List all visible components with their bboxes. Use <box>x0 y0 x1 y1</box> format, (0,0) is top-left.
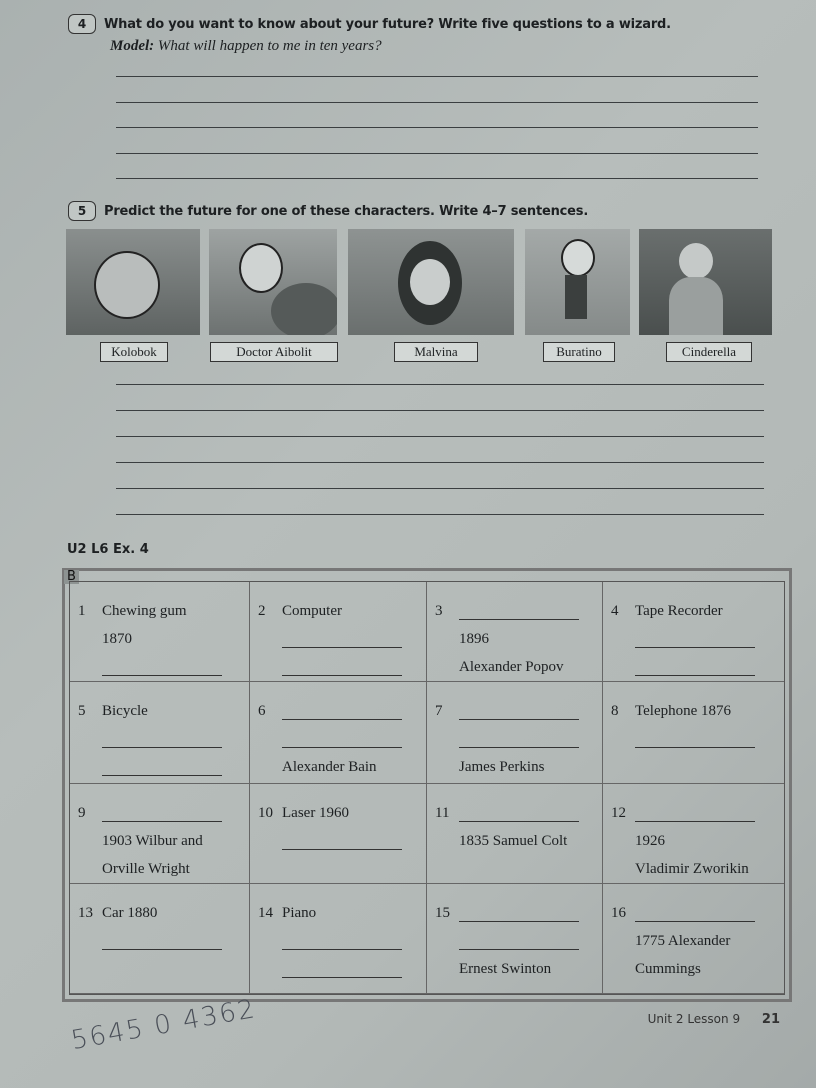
item-number: 15 <box>435 905 450 921</box>
cell-text: 1896 <box>459 631 489 647</box>
character-pictures <box>66 229 772 337</box>
label-kolobok: Kolobok <box>100 342 168 362</box>
item-number: 2 <box>258 603 266 619</box>
cell-line <box>611 592 778 620</box>
blank-answer-line[interactable] <box>282 935 402 950</box>
cell-text: Alexander Bain <box>282 759 377 775</box>
cell-text: James Perkins <box>459 759 545 775</box>
cell-line <box>258 592 420 620</box>
cell-text: Laser 1960 <box>282 805 350 821</box>
cell-line <box>435 720 596 748</box>
blank-answer-line[interactable] <box>459 605 579 620</box>
inventions-table <box>69 581 785 995</box>
malvina-picture <box>348 229 514 335</box>
blank-answer-line[interactable] <box>635 907 755 922</box>
buratino-picture <box>525 229 630 335</box>
blank-answer-line[interactable] <box>459 733 579 748</box>
cell-line <box>611 822 778 850</box>
label-doctor-aibolit: Doctor Aibolit <box>210 342 338 362</box>
table-cell <box>250 682 427 784</box>
answer-line[interactable] <box>116 462 764 463</box>
answer-line[interactable] <box>116 384 764 385</box>
table-cell <box>70 682 250 784</box>
table-cell <box>603 784 784 884</box>
cell-line <box>78 748 243 776</box>
blank-answer-line[interactable] <box>282 661 402 676</box>
blank-answer-line[interactable] <box>102 733 222 748</box>
cell-line <box>78 922 243 950</box>
cell-line <box>78 720 243 748</box>
item-number: 12 <box>611 805 626 821</box>
cell-line <box>258 894 420 922</box>
cell-text: Telephone 1876 <box>635 703 732 719</box>
cell-text: 1870 <box>102 631 132 647</box>
answer-line[interactable] <box>116 178 758 179</box>
cell-line <box>258 748 420 776</box>
table-cell <box>427 682 603 784</box>
table-cell <box>70 582 250 682</box>
page-footer <box>648 1012 780 1027</box>
cell-line <box>611 950 778 978</box>
exercise-4-heading <box>68 14 671 34</box>
cell-line <box>611 850 778 878</box>
cell-line <box>611 894 778 922</box>
blank-answer-line[interactable] <box>635 633 755 648</box>
blank-answer-line[interactable] <box>102 761 222 776</box>
cell-line <box>611 620 778 648</box>
kolobok-picture <box>66 229 200 335</box>
cell-text: Piano <box>282 905 317 921</box>
cell-text: Bicycle <box>102 703 148 719</box>
cell-line <box>258 620 420 648</box>
blank-answer-line[interactable] <box>459 705 579 720</box>
answer-line[interactable] <box>116 102 758 103</box>
item-number: 6 <box>258 703 266 719</box>
cell-line <box>611 794 778 822</box>
table-cell <box>250 884 427 994</box>
cell-line <box>78 692 243 720</box>
item-number: 3 <box>435 603 443 619</box>
inventions-table-frame <box>62 568 792 1002</box>
cell-line <box>435 592 596 620</box>
cell-line <box>611 922 778 950</box>
blank-answer-line[interactable] <box>459 935 579 950</box>
cell-line <box>435 794 596 822</box>
handwritten-number: 5645 0 4362 <box>68 993 259 1057</box>
cell-text: 1775 Alexander <box>635 933 731 949</box>
exercise-number: 5 <box>68 201 96 221</box>
exercise-number: 4 <box>68 14 96 34</box>
item-number: 11 <box>435 805 450 821</box>
table-cell <box>427 884 603 994</box>
blank-answer-line[interactable] <box>282 633 402 648</box>
item-number: 16 <box>611 905 626 921</box>
item-number: 7 <box>435 703 443 719</box>
answer-line[interactable] <box>116 488 764 489</box>
cell-line <box>78 850 243 878</box>
answer-line[interactable] <box>116 153 758 154</box>
table-cell <box>70 884 250 994</box>
cell-text: Computer <box>282 603 342 619</box>
blank-answer-line[interactable] <box>459 907 579 922</box>
table-cell <box>603 582 784 682</box>
item-number: 14 <box>258 905 273 921</box>
item-number: 5 <box>78 703 86 719</box>
cell-text: Orville Wright <box>102 861 190 877</box>
blank-answer-line[interactable] <box>459 807 579 822</box>
blank-answer-line[interactable] <box>282 705 402 720</box>
blank-answer-line[interactable] <box>635 661 755 676</box>
cell-line <box>258 692 420 720</box>
blank-answer-line[interactable] <box>282 835 402 850</box>
exercise-5-heading <box>68 201 588 221</box>
item-number: 9 <box>78 805 86 821</box>
cell-line <box>78 794 243 822</box>
cell-line <box>611 648 778 676</box>
cell-line <box>258 822 420 850</box>
cell-line <box>78 822 243 850</box>
answer-line[interactable] <box>116 410 764 411</box>
cell-text: Chewing gum <box>102 603 187 619</box>
blank-answer-line[interactable] <box>635 733 755 748</box>
cell-line <box>435 894 596 922</box>
model-text: What will happen to me in ten years? <box>157 38 382 54</box>
exercise-instruction: What do you want to know about your future? Write five questions to a wizard. <box>104 16 671 32</box>
blank-answer-line[interactable] <box>282 963 402 978</box>
answer-line[interactable] <box>116 76 758 77</box>
cell-line <box>78 620 243 648</box>
section-title: U2 L6 Ex. 4 <box>67 542 149 557</box>
cell-line <box>78 648 243 676</box>
cell-line <box>435 922 596 950</box>
cell-text: 1926 <box>635 833 665 849</box>
table-cell <box>250 582 427 682</box>
item-number: 4 <box>611 603 619 619</box>
blank-answer-line[interactable] <box>102 935 222 950</box>
cell-text: Car 1880 <box>102 905 158 921</box>
item-number: 1 <box>78 603 86 619</box>
cell-line <box>258 950 420 978</box>
item-number: 13 <box>78 905 93 921</box>
unit-lesson: Unit 2 Lesson 9 <box>647 1012 741 1026</box>
cell-line <box>78 592 243 620</box>
cell-text: Vladimir Zworikin <box>635 861 749 877</box>
cell-text: 1903 Wilbur and <box>102 833 203 849</box>
cell-text: 1835 Samuel Colt <box>459 833 568 849</box>
doctor-aibolit-picture <box>209 229 337 335</box>
page-number: 21 <box>761 1012 780 1027</box>
cinderella-picture <box>639 229 772 335</box>
exercise-instruction: Predict the future for one of these characters. Write 4–7 sentences. <box>104 203 589 219</box>
table-cell <box>70 784 250 884</box>
model-label: Model: <box>110 38 155 54</box>
label-cinderella: Cinderella <box>666 342 752 362</box>
cell-text: Alexander Popov <box>459 659 564 675</box>
cell-text: Cummings <box>635 961 701 977</box>
cell-line <box>258 648 420 676</box>
cell-line <box>435 822 596 850</box>
blank-answer-line[interactable] <box>635 807 755 822</box>
item-number: 10 <box>258 805 273 821</box>
cell-text: Ernest Swinton <box>459 961 552 977</box>
table-cell <box>427 784 603 884</box>
cell-line <box>435 648 596 676</box>
answer-line[interactable] <box>116 127 758 128</box>
table-cell <box>427 582 603 682</box>
section-tag: B <box>64 570 79 584</box>
blank-answer-line[interactable] <box>102 661 222 676</box>
blank-answer-line[interactable] <box>282 733 402 748</box>
cell-line <box>611 692 778 720</box>
table-cell <box>250 784 427 884</box>
table-cell <box>603 884 784 994</box>
cell-line <box>435 620 596 648</box>
item-number: 8 <box>611 703 619 719</box>
cell-line <box>435 692 596 720</box>
blank-answer-line[interactable] <box>102 807 222 822</box>
cell-line <box>258 794 420 822</box>
table-cell <box>603 682 784 784</box>
answer-line[interactable] <box>116 436 764 437</box>
cell-line <box>78 894 243 922</box>
cell-line <box>258 720 420 748</box>
model-example <box>110 38 382 55</box>
cell-line <box>258 922 420 950</box>
cell-line <box>611 720 778 748</box>
cell-line <box>435 950 596 978</box>
label-buratino: Buratino <box>543 342 615 362</box>
answer-line[interactable] <box>116 514 764 515</box>
cell-line <box>435 748 596 776</box>
cell-text: Tape Recorder <box>635 603 723 619</box>
label-malvina: Malvina <box>394 342 478 362</box>
